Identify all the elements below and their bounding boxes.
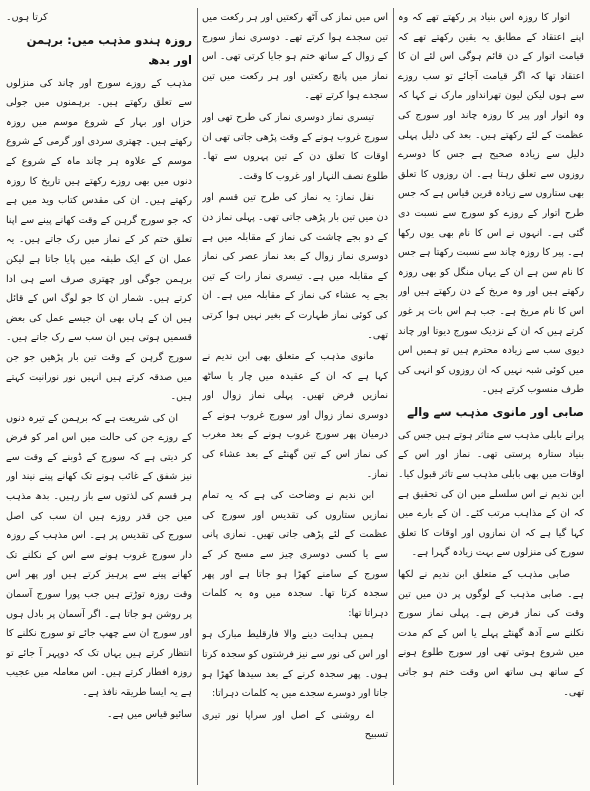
continued-line: کرتا ہوں۔ [6,12,48,23]
column-middle [202,8,388,785]
column-divider [393,8,394,785]
quotation: ہمیں ہدایت دینے والا فارقلیط مبارک ہو اور اس کی نور سے نیز فرشتوں کو سجدہ کرتا ہوں۔ پھر سجدہ کرنے کے بعد سیدھا کھڑا ہو جاتا اور دوسرے سجدے میں یہ کلمات دہراتا: [202,629,388,700]
section-heading: صابی اور مانوی مذہب سے والے [407,404,584,419]
paragraph: پرانے بابلی مذہب سے متاثر ہوتے ہیں جس کی بنیاد ستارہ پرستی تھی۔ نماز اور اس کے اوقات میں بھی بابلی مذہب سے تاثر قبول کیا۔ ابن ندیم نے اس سلسلے میں ان کی تحقیق ہے کہ ان کے مذاہب مرتب کئے۔ ان کے بارے میں کہا گیا ہے کہ ان نمازوں اور اوقات کا تعلق سورج کی منزلوں سے بہت زیادہ گہرا ہے۔ [398,429,584,559]
paragraph: صابی مذہب کے متعلق ابن ندیم نے لکھا ہے۔ صابی مذہب کے لوگوں پر دن میں تین وقت کی نماز فرض ہے۔ پہلی نماز سورج نکلنے سے آدھ گھنٹے پہلے یا اس کے کم مدت میں شروع ہوتی تھی اور سورج طلوع ہونے کے ساتھ ہی ساتھ اس وقت ختم ہو جاتی تھی۔ [398,569,584,698]
paragraph: ان کی شریعت ہے کہ برہمن کے تیرہ دنوں کے روزے جن کی حالت میں اس امر کو فرض کر دیتی ہے کہ سورج کے ڈوبنے کے وقت سے نیز شفق کے غائب ہونے تک کھانے پینے نیند اور ہر قسم کی لذتوں سے باز رہیں۔ بدھ مذہب میں جن قدر روزے ہیں ان سب کی اصل سورج کی تقدیس پر ہے۔ اس مذہب کے روزہ دار سورج غروب ہونے سے اس کے نکلنے تک کھانے پینے سے پرہیز کرتے ہیں اور پھر اس وقت روزہ توڑتے ہیں جب پورا سورج آسمان پر روشن ہو جاتا ہے۔ اگر آسمان پر بادل ہوں اور سورج ان سے چھپ جائے تو سورج نکلنے کا انتظار کرتے ہیں یہاں تک کہ دوپہر آ جائے تو روزہ افطار کرتے ہیں۔ اس معاملہ میں عجیب ہے یہ ایسا طریقہ نافذ ہے۔ [6,412,192,698]
three-column-layout [6,8,584,785]
paragraph: مذہب کے روزے سورج اور چاند کی منزلوں سے تعلق رکھتے ہیں۔ برہمنوں میں جولی خزاں اور بہار کے شروع موسم میں روزہ رکھتے ہیں۔ چھتری سردی اور گرمی کے شروع موسم کے علاوہ ہر چاند ماہ کے شروع کے دنوں میں بھی روزے رکھتے ہیں تاریخ کا روزہ رکھتے ہیں۔ ان کی مقدس کتاب وید میں ہے کہ جو سورج گرہن کے وقت کھانے پینے سے اپنا تعلق ختم کر کے نماز میں رک جاتے ہیں۔ یہ عمل ان کے ایک طبقہ میں پایا جاتا ہے لیکن برہمن جوگی اور چھتری صرف اسے ہی ادا کرتے ہیں۔ شمار ان کا جو لوگ اس کے قائل ہیں ان کے ہاں بھی ان جیسے عمل کی بعض قسمیں ہوتی ہیں ان سب سے رک جاتے ہیں۔ سورج گرہن کے وقت تین بار پڑھیں جو جن میں صدقہ کرتے ہیں انہیں نور نورانیت کہتے ہیں۔ [6,77,192,403]
paragraph: اس میں نماز کی آٹھ رکعتیں اور ہر رکعت میں تین سجدے ہوا کرتے تھے۔ دوسری نماز سورج کے زوال کے ساتھ ختم ہو جایا کرتی تھی۔ اس نماز میں پانچ رکعتیں اور ہر رکعت میں تین سجدے ہوا کرتے تھے۔ [202,12,388,102]
paragraph: اتوار کا روزہ اس بنیاد پر رکھتے تھے کہ وہ اپنے اعتقاد کے مطابق یہ یقین رکھتے تھے کہ قیامت اتوار کے دن قائم ہوگی اس لئے ان کا اعتقاد تھا کہ اگر قیامت آجائے تو سب روزے سے ہوں لیکن لیون تھرانداور مارک نے کہا کہ وہ اتوار اور پیر کا روزہ چاند اور سورج کی عظمت کے لئے رکھتے ہیں۔ بعد کی دلیل پہلی دلیل سے زیادہ صحیح ہے جس کا دوسرے روزوں سے تعلق رہتا ہے۔ ان روزوں کا تعلق بھی ستاروں سے زیادہ قرین قیاس ہے کہ جس طرح اتوار کے روزے کو سورج سے نسبت دی گئی ہے۔ انہوں نے اس کا نام بھی یوں رکھا ہے۔ پیر کا روزہ چاند سے نسبت رکھتا ہے جس کا نام سن ہے ان کے یہاں منگل کو بھی روزہ رکھتے ہیں اور وہ مریخ کے دن رکھتے ہیں اور اس کا نام مریخ ہے۔ جب ہم اس بات پر غور کرتے ہیں کہ ان کے نزدیک سورج دیوتا اور چاند دیوی سب سے زیادہ محترم ہیں تو ہمیں اس میں کوئی شبہ نہیں کہ ان روزوں کو انہی کی طرف منسوب کرتے ہیں۔ [398,12,584,396]
column-right [398,8,584,785]
paragraph: نفل نماز: یہ نماز کی طرح تین قسم اور دن میں تین بار پڑھی جاتی تھی۔ پہلی نماز دن کے دو بجے چاشت کی نماز کے مقابلہ میں ہے دوسری نماز زوال کے بعد نماز عصر کی نماز کے مقابلہ میں ہے۔ تیسری نماز رات کے تین بجے یہ عشاء کی نماز کے مقابلہ میں ہے۔ ان کی کوئی نماز طہارت کے بغیر نہیں ہوا کرتی تھی۔ [202,192,388,341]
paragraph: سائیو قیاس میں ہے۔ [107,708,192,720]
paragraph: ابن ندیم نے وضاحت کی ہے کہ یہ تمام نمازیں ستاروں کی تقدیس اور سورج کی عظمت کے لئے پڑھی جاتی تھیں۔ نمازی پانی سے یا کسی دوسری چیز سے مسح کر کے سورج کے سامنے کھڑا ہو جاتا ہے اور پھر سجدہ کرتا تھا۔ سجدہ میں وہ یہ کلمات دہراتا تھا: [202,490,388,619]
column-divider [197,8,198,785]
section-heading: روزہ ہندو مذہب میں: برہمن اور بدھ [26,32,192,67]
column-left [6,8,192,785]
quotation: اے روشنی کے اصل اور سراپا نور تیری تسبیح [202,709,388,741]
paragraph: تیسری نماز دوسری نماز کی طرح تھی اور سورج غروب ہونے کے وقت پڑھی جاتی تھی ان اوقات کا تعلق دن کے تین پہروں سے تھا۔ طلوع نصف النہار اور غروب کا وقت۔ [202,111,388,182]
paragraph: مانوی مذہب کے متعلق بھی ابن ندیم نے کہا ہے کہ ان کے عقیدہ میں چار یا ساٹھ نمازیں فرض تھیں۔ پہلی نماز زوال اور دوسری نماز زوال اور سورج غروب ہونے کے درمیان پھر سورج غروب ہونے کے بعد مغرب کی نماز اس کے تین گھنٹے کے بعد عشاء کی نماز۔ [202,351,388,480]
